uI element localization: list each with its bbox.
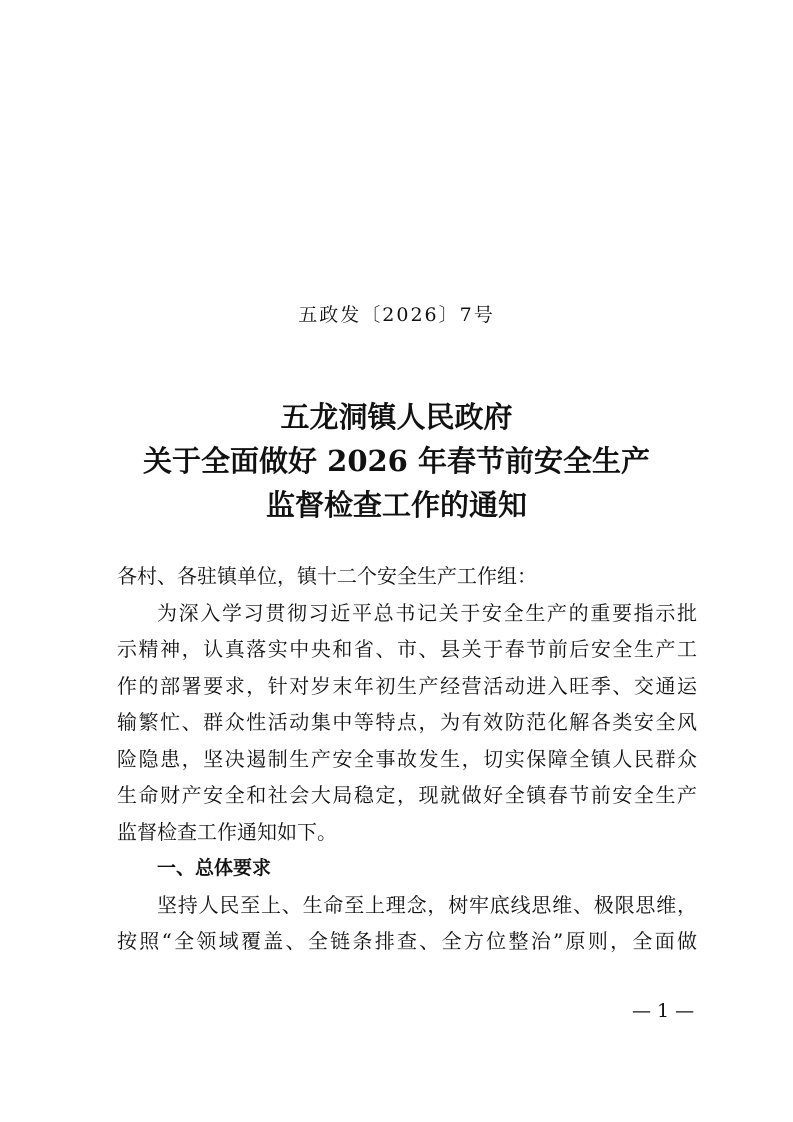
body-line: 为深入学习贯彻习近平总书记关于安全生产的重要指示批 — [157, 600, 697, 625]
document-number: 五政发〔2026〕7号 — [298, 304, 495, 326]
body-line: 作的部署要求，针对岁末年初生产经营活动进入旺季、交通运 — [117, 673, 697, 698]
body-line: 监督检查工作通知如下。 — [117, 819, 337, 844]
body-line: 按照“全领域覆盖、全链条排查、全方位整治”原则，全面做 — [117, 929, 697, 953]
title-line-1: 五龙洞镇人民政府 — [280, 400, 513, 434]
body-line: 示精神，认真落实中央和省、市、县关于春节前后安全生产工 — [117, 637, 697, 661]
body-line: 坚持人民至上、生命至上理念，树牢底线思维、极限思维， — [157, 892, 697, 917]
salutation: 各村、各驻镇单位，镇十二个安全生产工作组： — [117, 564, 537, 588]
body-line: 生命财产安全和社会大局稳定，现就做好全镇春节前安全生产 — [117, 783, 697, 807]
section-heading: 一、总体要求 — [157, 857, 272, 879]
document-title — [0, 395, 793, 527]
body-line: 输繁忙、群众性活动集中等特点，为有效防范化解各类安全风 — [117, 710, 697, 734]
title-line-2: 关于全面做好 2026 年春节前安全生产 — [143, 444, 650, 478]
page-number: — 1 — — [632, 1000, 695, 1022]
body-line: 险隐患，坚决遏制生产安全事故发生，切实保障全镇人民群众 — [117, 746, 697, 771]
title-line-3: 监督检查工作的通知 — [265, 488, 527, 522]
document-body — [117, 558, 697, 960]
